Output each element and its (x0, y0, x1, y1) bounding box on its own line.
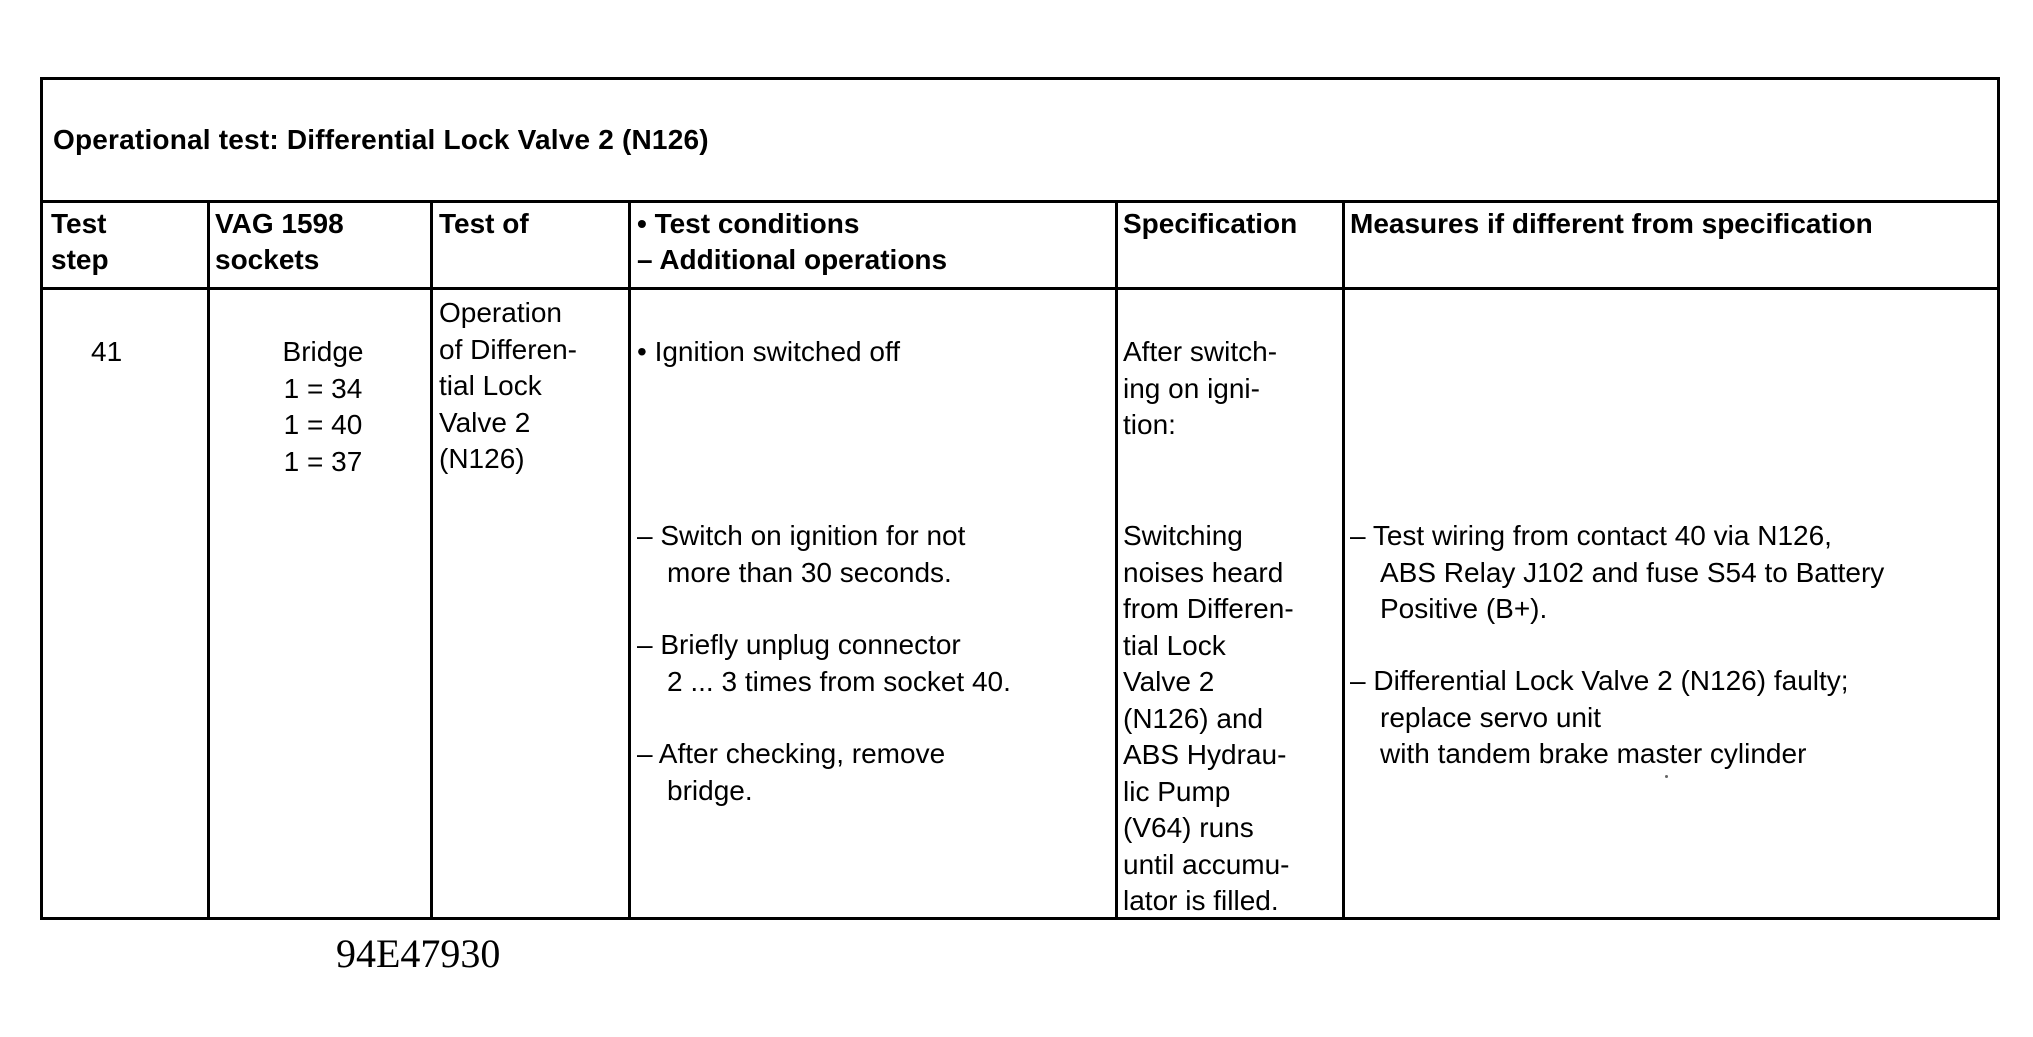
header-conditions: • Test conditions – Additional operations (637, 208, 948, 275)
cell-measure-valve-faulty: – Differential Lock Valve 2 (N126) faulty; replace servo unit with tandem brake master cylinder (1350, 665, 1849, 769)
cell-test-of: Operation of Differen- tial Lock Valve 2 (N126) (439, 297, 577, 474)
header-test-step: Test step (51, 208, 109, 275)
table-title-row (43, 80, 1997, 203)
column-divider (1342, 203, 1345, 917)
figure-id: 94E47930 (336, 931, 501, 976)
column-divider (430, 203, 433, 917)
cell-test-step: 41 (91, 336, 123, 367)
cell-condition-remove-bridge: – After checking, remove bridge. (637, 738, 946, 806)
column-divider (628, 203, 631, 917)
header-divider (43, 287, 1997, 290)
column-divider (207, 203, 210, 917)
cell-spec-switching-noises: Switching noises heard from Differen- tial Lock Valve 2 (N126) and ABS Hydrau- lic Pump (V64) runs until accumu- lator is filled. (1123, 520, 1294, 916)
operational-test-table (40, 77, 2000, 920)
header-test-of: Test of (439, 208, 529, 239)
column-divider (1115, 203, 1118, 917)
header-sockets: VAG 1598 sockets (215, 208, 344, 275)
scan-speck (1665, 775, 1668, 778)
cell-sockets: Bridge 1 = 34 1 = 40 1 = 37 (282, 336, 364, 477)
cell-condition-unplug: – Briefly unplug connector 2 ... 3 times from socket 40. (637, 629, 1011, 697)
cell-condition-switch-on: – Switch on ignition for not more than 30 seconds. (637, 520, 966, 588)
header-measures: Measures if different from specification (1350, 208, 1873, 239)
cell-measure-test-wiring: – Test wiring from contact 40 via N126, ABS Relay J102 and fuse S54 to Battery Positive (B+). (1350, 520, 1885, 624)
cell-spec-after-ignition: After switch- ing on igni- tion: (1123, 336, 1278, 440)
cell-condition-ignition-off: • Ignition switched off (637, 336, 900, 367)
header-specification: Specification (1123, 208, 1298, 239)
table-title: Operational test: Differential Lock Valve 2 (N126) (53, 124, 709, 155)
